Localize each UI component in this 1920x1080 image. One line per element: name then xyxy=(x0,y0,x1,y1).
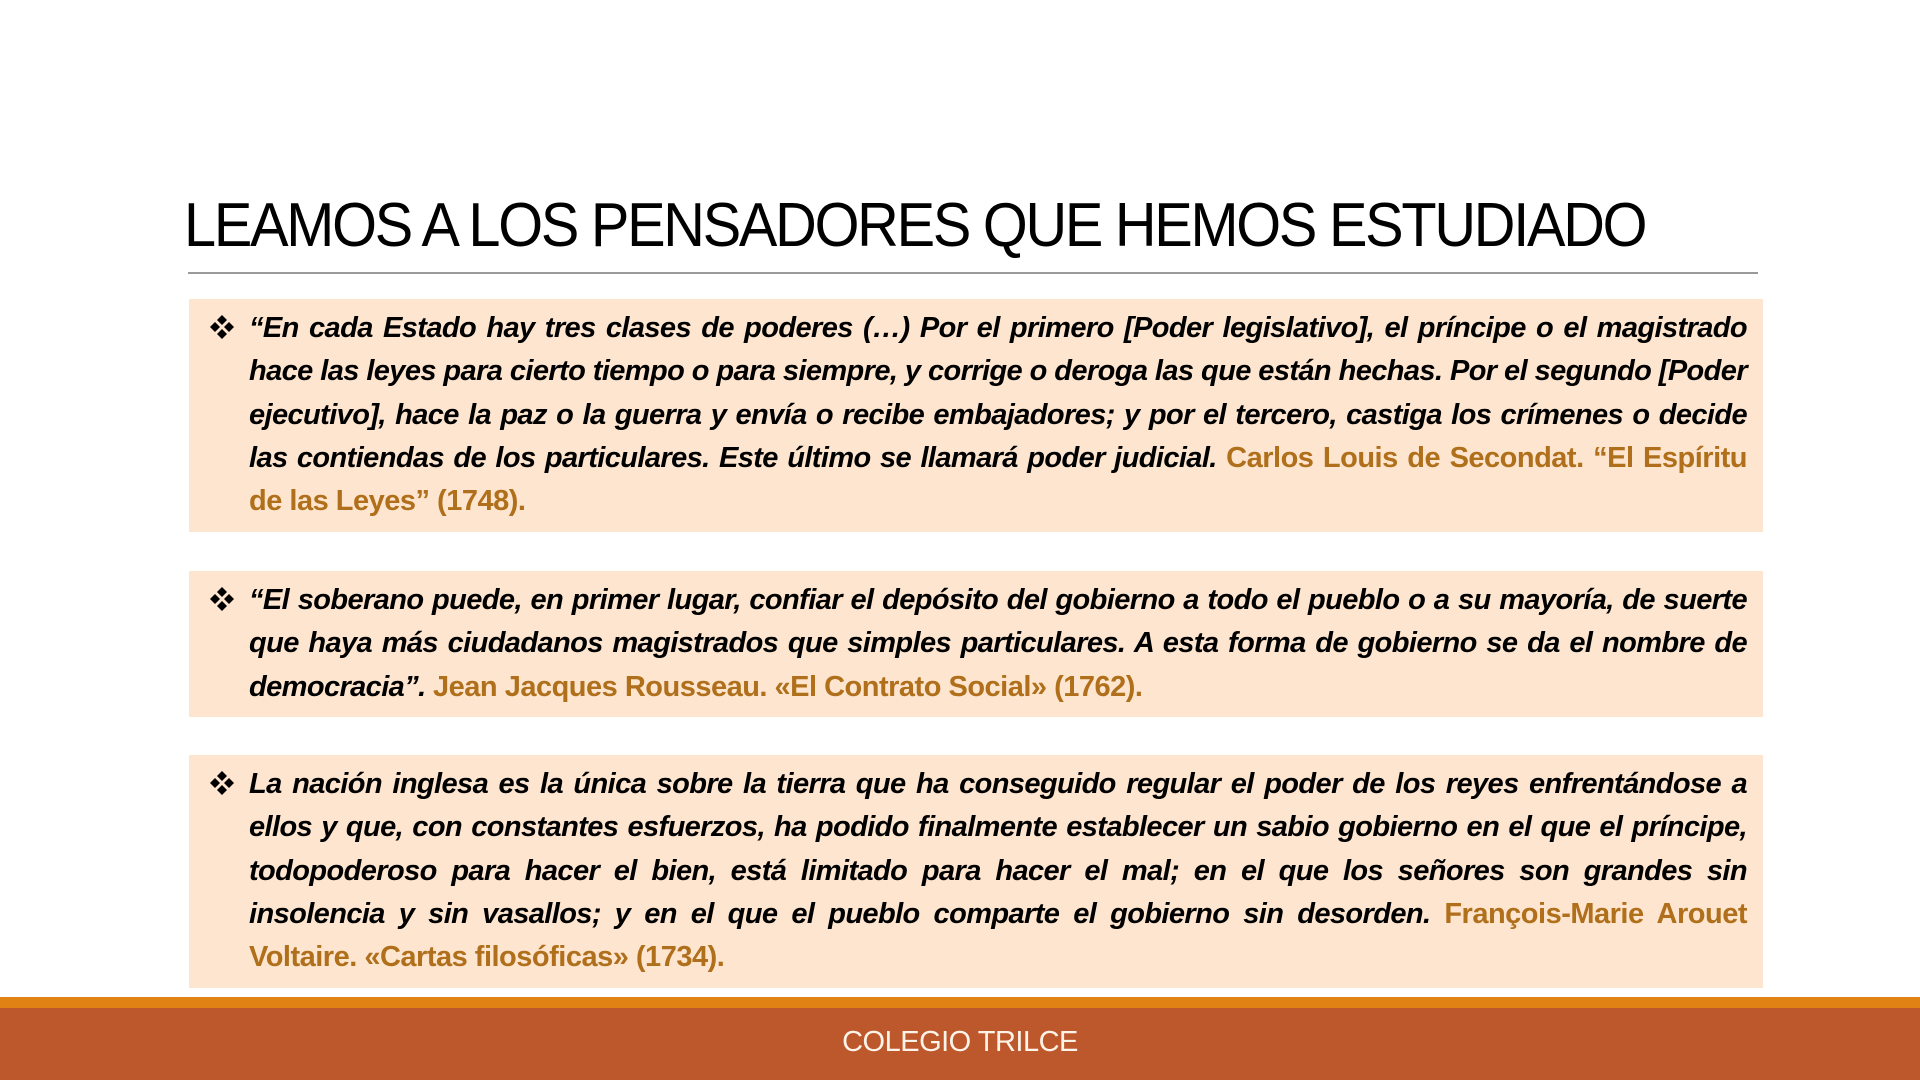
quote-text: “El soberano puede, en primer lugar, confiar el depósito del gobierno a todo el pueblo o a su mayoría, de suerte que haya más ciudadanos magistrados que simples particulares. A esta forma de gobierno se da el nombre de democracia”. xyxy=(249,584,1747,703)
quote-paragraph xyxy=(249,763,1747,979)
slide-title: LEAMOS A LOS PENSADORES QUE HEMOS ESTUDIADO xyxy=(184,191,1646,260)
quote-citation: François-Marie Arouet Voltaire. «Cartas filosóficas» (1734). xyxy=(249,897,1747,974)
quote-box-montesquieu xyxy=(189,299,1763,532)
four-diamond-bullet-icon xyxy=(209,770,235,796)
footer-school-name: COLEGIO TRILCE xyxy=(842,1025,1078,1058)
title-divider xyxy=(188,272,1758,274)
quote-citation: Carlos Louis de Secondat. “El Espíritu de las Leyes” (1748). xyxy=(249,441,1747,518)
quote-box-voltaire xyxy=(189,755,1763,988)
quote-citation: Jean Jacques Rousseau. «El Contrato Social» (1762). xyxy=(433,670,1143,703)
quote-text: La nación inglesa es la única sobre la tierra que ha conseguido regular el poder de los reyes enfrentándose a ellos y que, con constantes esfuerzos, ha podido finalmente establecer un sabio gobierno en el que el príncipe, todopoderoso para hacer el bien, está limitado para hacer el mal; en el que los señores son grandes sin insolencia y sin vasallos; y en el que el pueblo comparte el gobierno sin desorden. xyxy=(249,768,1747,930)
quote-box-rousseau xyxy=(189,571,1763,717)
quote-paragraph xyxy=(249,307,1747,523)
four-diamond-bullet-icon xyxy=(209,314,235,340)
footer-band xyxy=(0,1008,1920,1080)
quote-paragraph xyxy=(249,579,1747,709)
footer-accent-stripe xyxy=(0,997,1920,1008)
four-diamond-bullet-icon xyxy=(209,586,235,612)
quote-text: “En cada Estado hay tres clases de poderes (…) Por el primero [Poder legislativo], el príncipe o el magistrado hace las leyes para cierto tiempo o para siempre, y corrige o deroga las que están hechas. Por el segundo [Poder ejecutivo], hace la paz o la guerra y envía o recibe embajadores; y por el tercero, castiga los crímenes o decide las contiendas de los particulares. Este último se llamará poder judicial. xyxy=(249,312,1747,474)
